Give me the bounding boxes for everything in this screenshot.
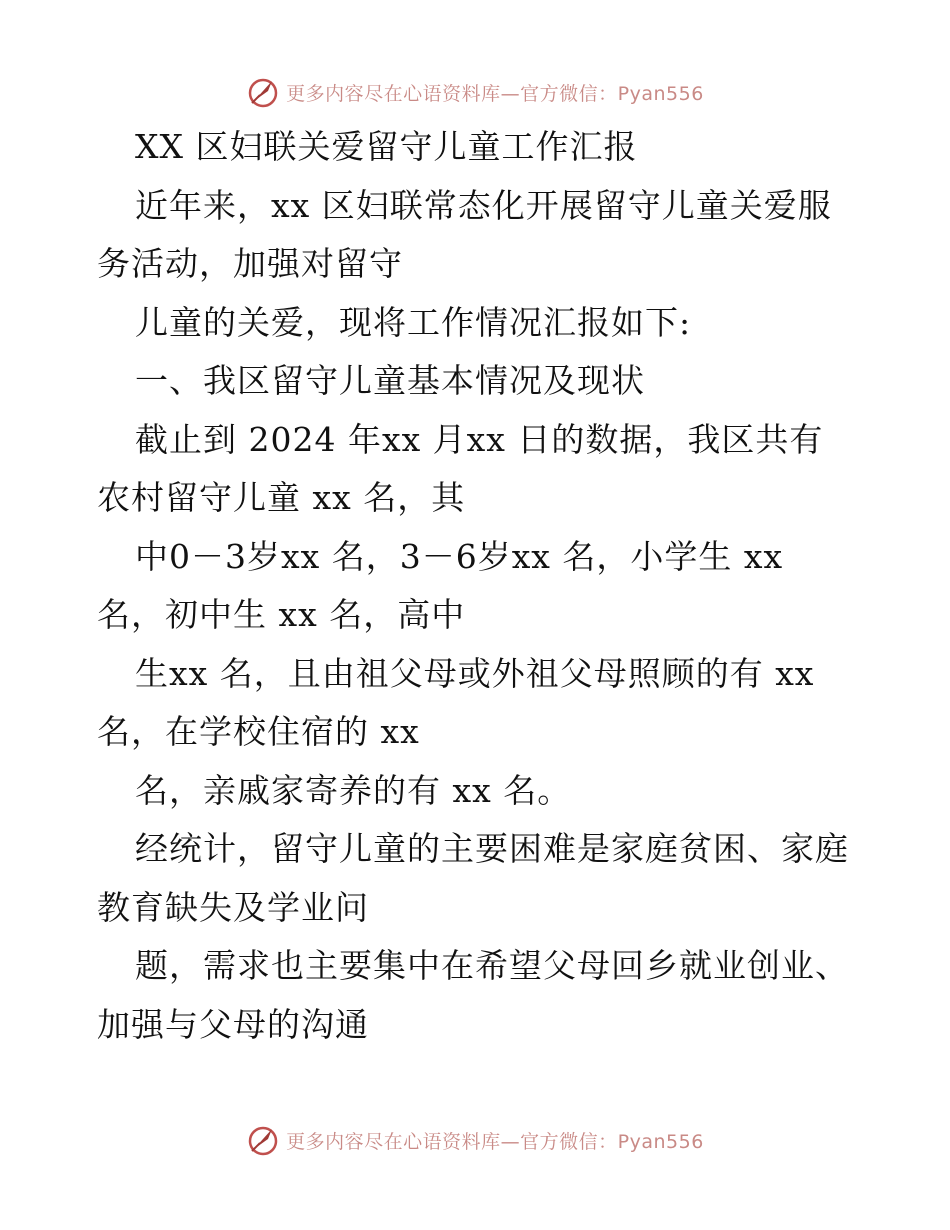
paragraph-line: 题，需求也主要集中在希望父母回乡就业创业、 <box>135 946 849 985</box>
section-heading: 一、我区留守儿童基本情况及现状 <box>135 361 645 400</box>
header-watermark-text: 更多内容尽在心语资料库—官方微信：Pyan556 <box>286 82 704 105</box>
feather-pen-logo-icon <box>246 1123 280 1157</box>
paragraph-line: 加强与父母的沟通 <box>97 1004 369 1044</box>
footer-watermark <box>0 1120 950 1160</box>
header-watermark <box>0 72 950 112</box>
paragraph-line: 名，亲戚家寄养的有 xx 名。 <box>135 770 572 810</box>
document-title: XX 区妇联关爱留守儿童工作汇报 <box>135 127 638 166</box>
paragraph-line: 中0－3岁xx 名，3－6岁xx 名，小学生 xx <box>135 536 784 576</box>
paragraph-line: 名，初中生 xx 名，高中 <box>97 595 466 634</box>
feather-pen-logo-icon <box>246 75 280 109</box>
footer-watermark-text: 更多内容尽在心语资料库—官方微信：Pyan556 <box>286 1130 704 1153</box>
paragraph-line: 务活动，加强对留守 <box>97 244 403 283</box>
paragraph-line: 经统计，留守儿童的主要困难是家庭贫困、家庭 <box>135 829 849 868</box>
paragraph-line: 生xx 名，且由祖父母或外祖父母照顾的有 xx <box>135 653 815 693</box>
paragraph-line: 教育缺失及学业问 <box>97 887 369 927</box>
paragraph-line: 近年来，xx 区妇联常态化开展留守儿童关爱服 <box>135 185 832 225</box>
paragraph-line: 截止到 2024 年xx 月xx 日的数据，我区共有 <box>135 419 824 459</box>
paragraph-line: 农村留守儿童 xx 名，其 <box>97 478 466 517</box>
document-body <box>97 118 857 1054</box>
paragraph-line: 儿童的关爱，现将工作情况汇报如下: <box>135 302 692 342</box>
paragraph-line: 名，在学校住宿的 xx <box>97 712 420 751</box>
